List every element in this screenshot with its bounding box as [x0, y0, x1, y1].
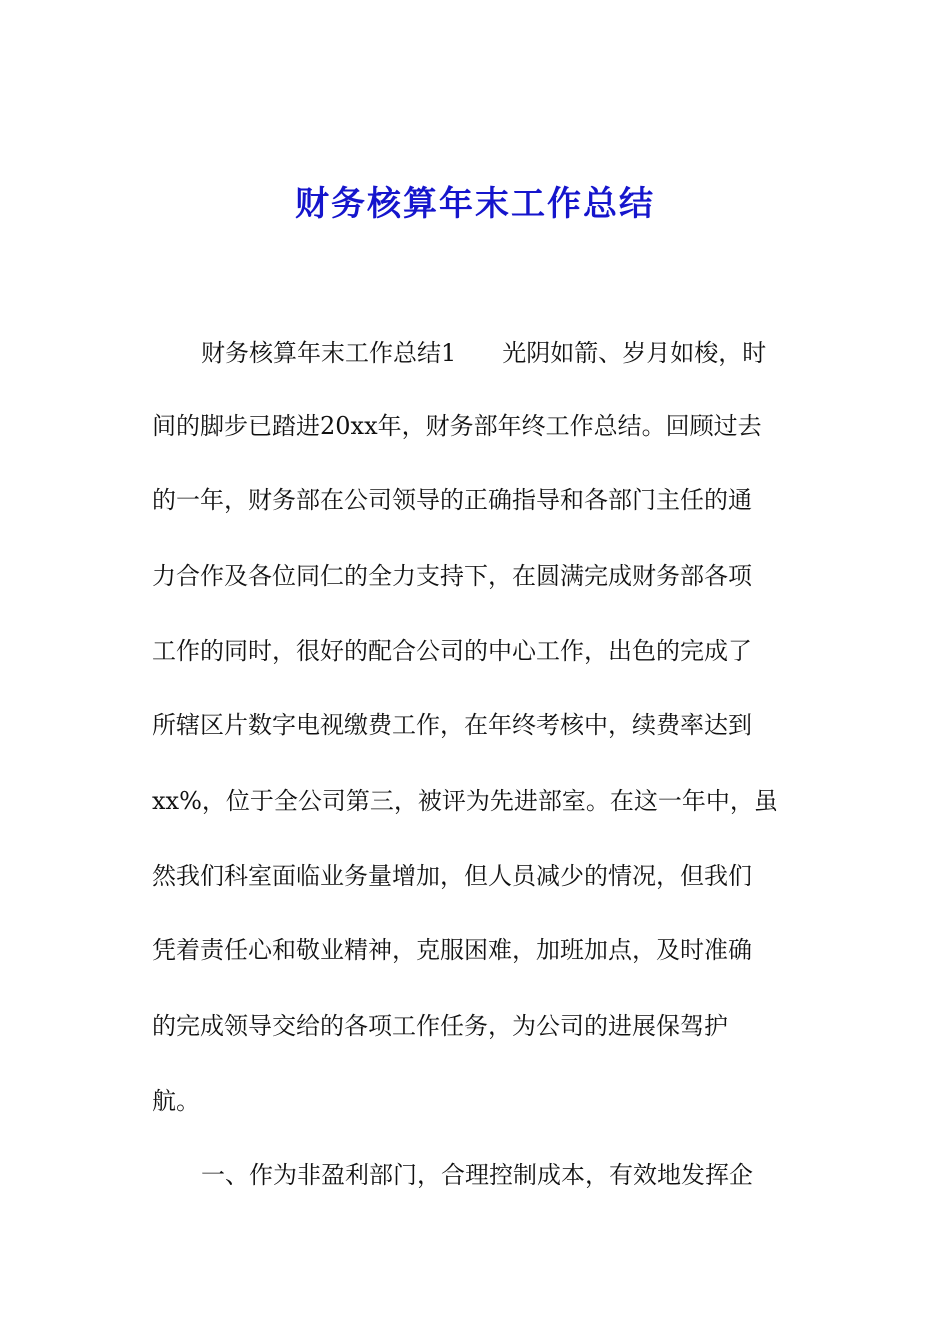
paragraph-line: 力合作及各位同仁的全力支持下，在圆满完成财务部各项 [152, 562, 752, 590]
paragraph-line [201, 333, 766, 373]
paragraph-text: 光阴如箭、岁月如梭，时 [502, 339, 767, 367]
paragraph-line: 的一年，财务部在公司领导的正确指导和各部门主任的通 [152, 486, 752, 514]
paragraph-line: 的完成领导交给的各项工作任务，为公司的进展保驾护 [152, 1012, 728, 1040]
section-heading: 财务核算年末工作总结1 [201, 339, 457, 367]
paragraph-line: 凭着责任心和敬业精神，克服困难，加班加点，及时准确 [152, 936, 752, 964]
paragraph-line: 工作的同时，很好的配合公司的中心工作，出色的完成了 [152, 637, 752, 665]
paragraph-line: 间的脚步已踏进20xx年，财务部年终工作总结。回顾过去 [152, 412, 762, 440]
paragraph-line: xx%，位于全公司第三，被评为先进部室。在这一年中，虽 [152, 787, 778, 815]
paragraph-line: 一、作为非盈利部门，合理控制成本，有效地发挥企 [201, 1161, 753, 1189]
paragraph-line: 航。 [152, 1087, 200, 1115]
paragraph-line: 然我们科室面临业务量增加，但人员减少的情况，但我们 [152, 862, 752, 890]
paragraph-line: 所辖区片数字电视缴费工作，在年终考核中，续费率达到 [152, 711, 752, 739]
document-title: 财务核算年末工作总结 [295, 184, 655, 224]
